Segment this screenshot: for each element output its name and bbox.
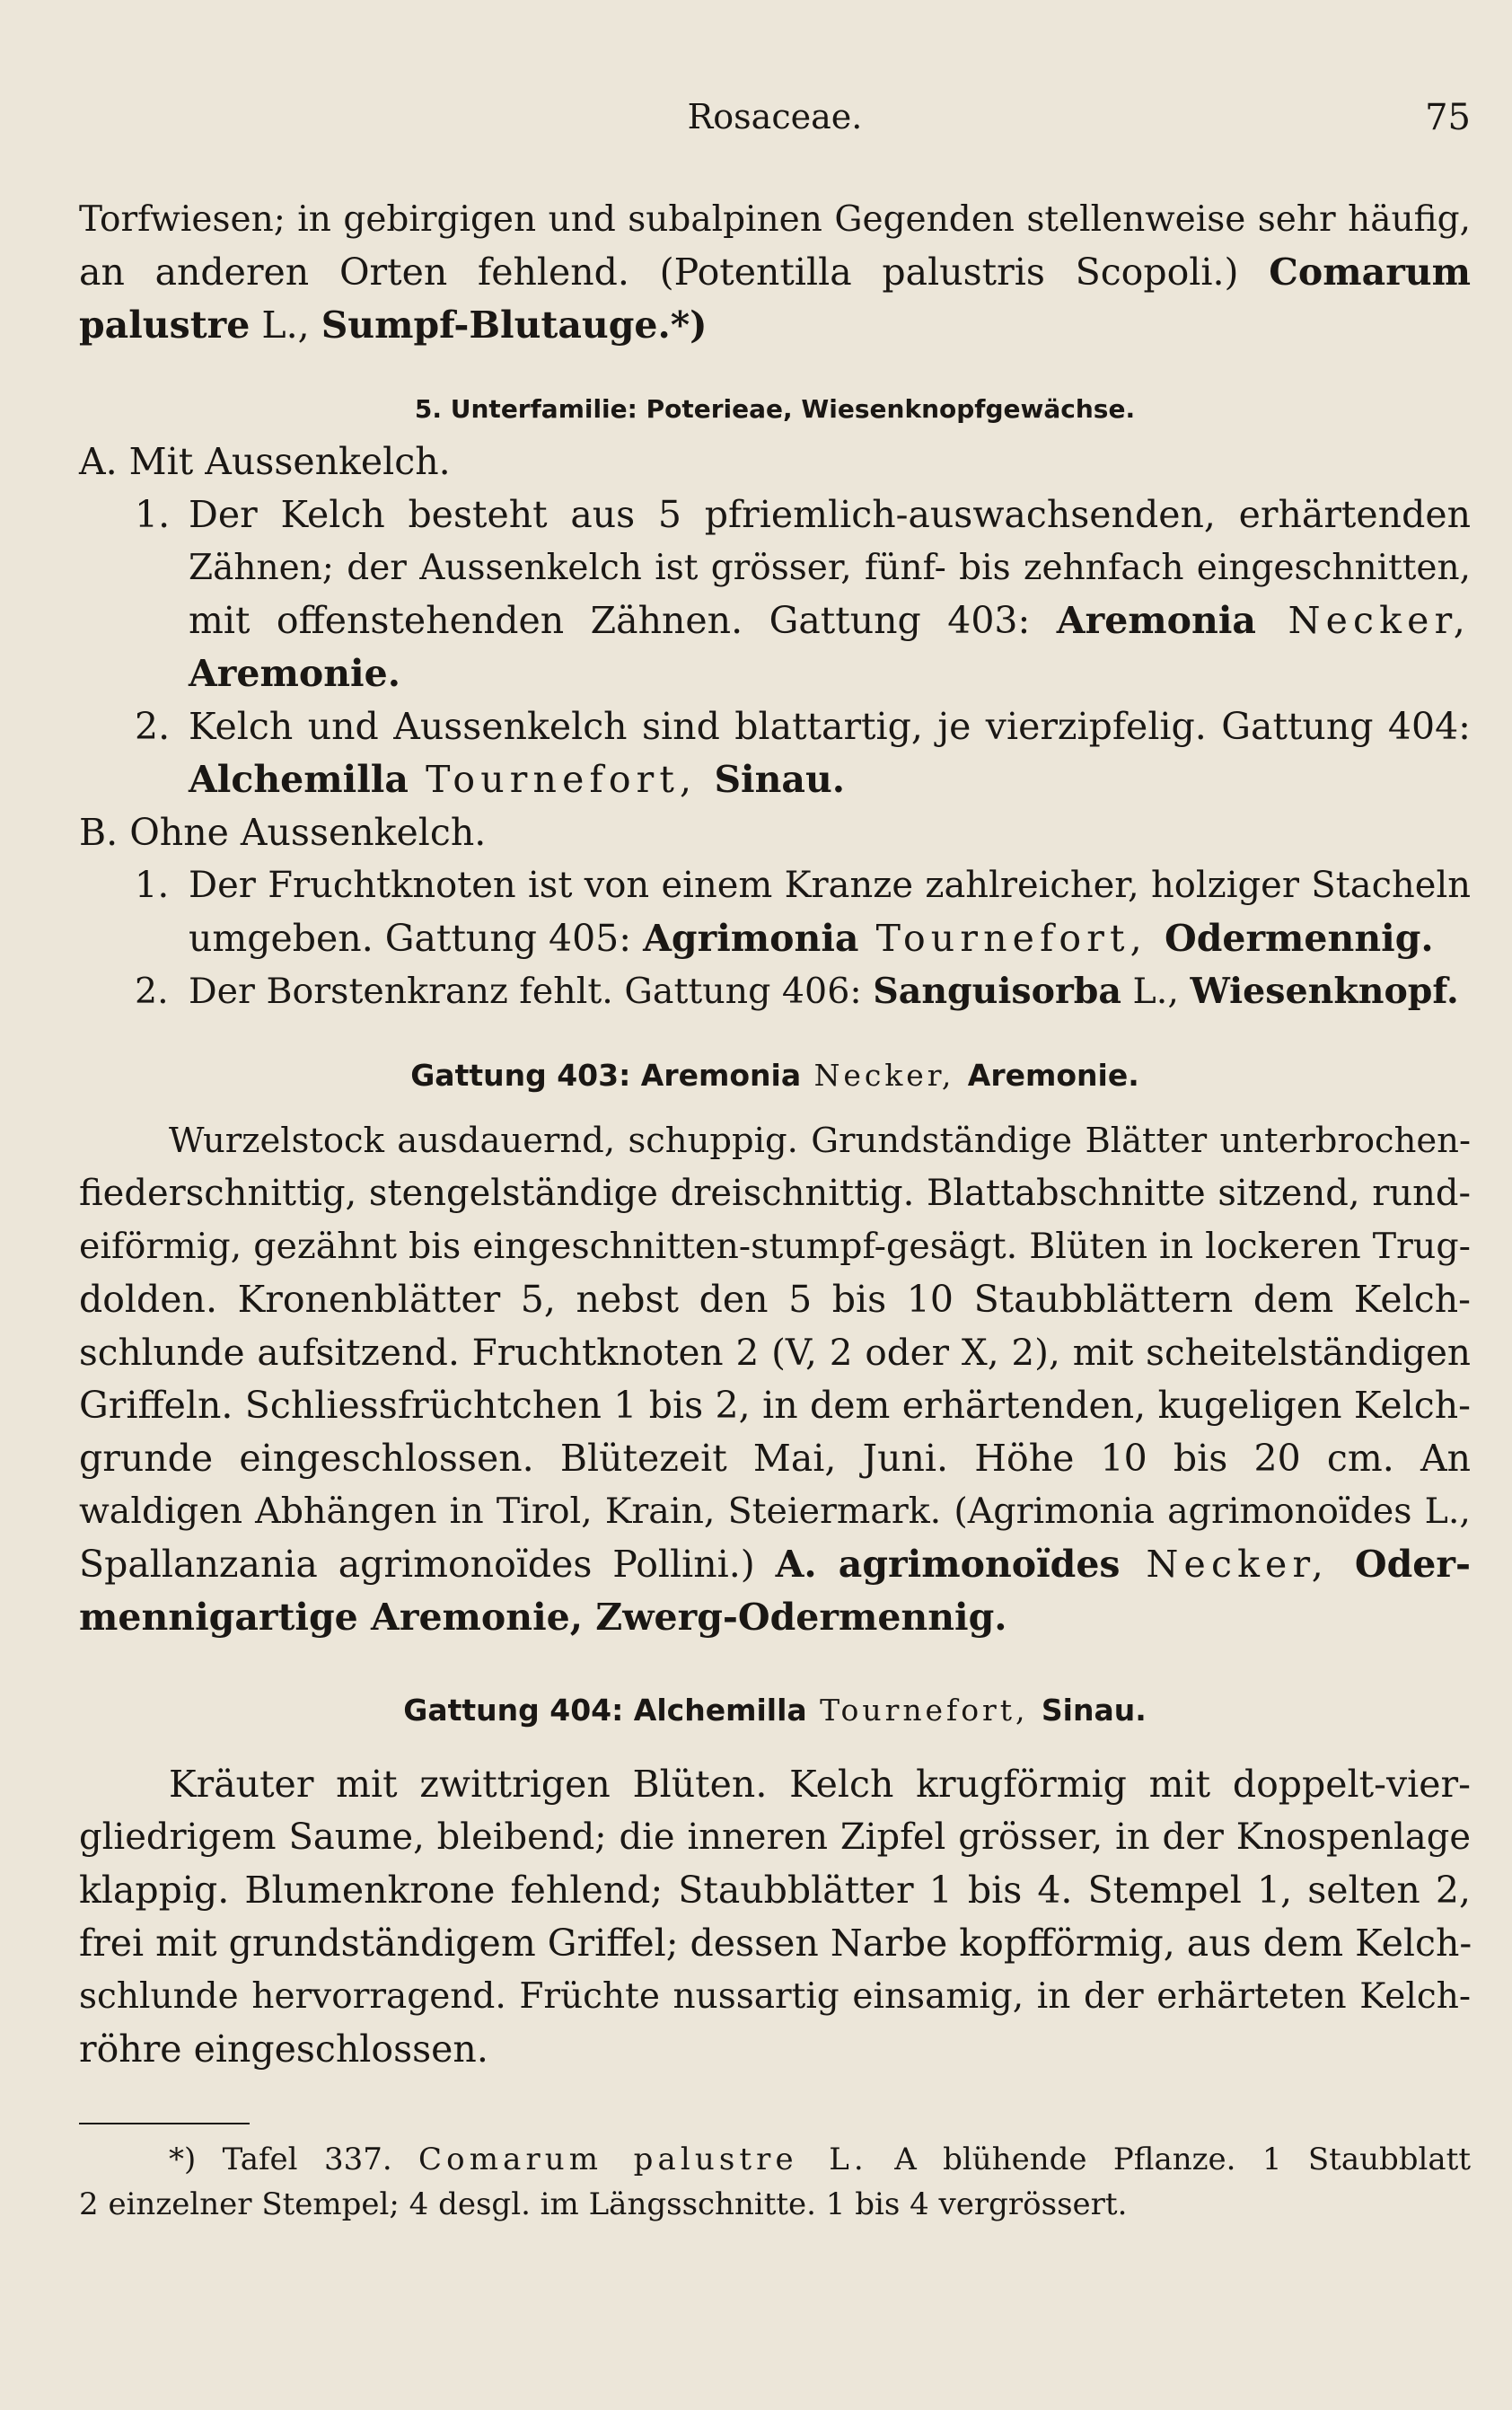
genus-403-text-line-6: Griffeln. Schliessfrüchtchen 1 bis 2, in dem erhärtenden, kugeligen Kelch- xyxy=(79,1384,1471,1427)
genus-404-text-line-3: klappig. Blumenkrone fehlend; Staubblätter 1 bis 4. Stempel 1, selten 2, xyxy=(79,1869,1471,1912)
key-B-label: B. Ohne Aussenkelch. xyxy=(79,811,487,854)
subfamily-heading: 5. Unterfamilie: Poterieae, Wiesenknopfgewächse. xyxy=(414,394,1136,424)
running-title: Rosaceae. xyxy=(687,97,863,136)
key-A1-line-4: Aremonie. xyxy=(189,652,400,695)
genus-404-text-line-4: frei mit grundständigem Griffel; dessen Narbe kopfförmig, aus dem Kelch- xyxy=(79,1922,1472,1965)
footnote-line-1: *) Tafel 337. Comarum palustre L. A blühende Pflanze. 1 Staubblatt xyxy=(169,2142,1471,2177)
genus-name-comarum: Comarum xyxy=(1269,251,1471,294)
genus-404-heading: Gattung 404: Alchemilla Tournefort, Sinau. xyxy=(403,1693,1147,1728)
key-A1-line-1: 1. Der Kelch besteht aus 5 pfriemlich-auswachsenden, erhärtenden xyxy=(135,493,1471,536)
genus-403-text-line-10: mennigartige Aremonie, Zwerg-Odermennig. xyxy=(79,1596,1007,1639)
genus-403-text-line-9: Spallanzania agrimonoïdes Pollini.) A. agrimonoïdes Necker, Oder- xyxy=(79,1543,1471,1586)
page-number: 75 xyxy=(1425,97,1471,138)
intro-line-3: palustre L., Sumpf-Blutauge.*) xyxy=(79,303,708,347)
key-A2-line-2: Alchemilla Tournefort, Sinau. xyxy=(189,758,846,801)
genus-403-text-line-2: fiederschnittig, stengelständige dreischnittig. Blattabschnitte sitzend, rund- xyxy=(79,1173,1471,1214)
key-A2-line-1: 2. Kelch und Aussenkelch sind blattartig, je vierzipfelig. Gattung 404: xyxy=(135,705,1471,748)
key-B2-line-1: 2. Der Borstenkranz fehlt. Gattung 406: Sanguisorba L., Wiesenknopf. xyxy=(135,971,1459,1012)
intro-line-1: Torfwiesen; in gebirgigen und subalpinen Gegenden stellenweise sehr häufig, xyxy=(79,199,1471,240)
page-header xyxy=(79,97,1471,151)
key-B1-line-2: umgeben. Gattung 405: Agrimonia Tournefort, Odermennig. xyxy=(189,917,1434,960)
genus-403-text-line-4: dolden. Kronenblätter 5, nebst den 5 bis 10 Staubblättern dem Kelch- xyxy=(79,1278,1471,1321)
genus-404-text-line-2: gliedrigem Saume, bleibend; die inneren Zipfel grösser, in der Knospenlage xyxy=(79,1816,1471,1858)
key-B1-line-1: 1. Der Fruchtknoten ist von einem Kranze zahlreicher, holziger Stacheln xyxy=(135,865,1471,906)
genus-404-text-line-5: schlunde hervorragend. Früchte nussartig einsamig, in der erhärteten Kelch- xyxy=(79,1976,1471,2017)
page-body xyxy=(79,193,1471,2227)
key-A-label: A. Mit Aussenkelch. xyxy=(79,440,451,483)
genus-404-text-line-6: röhre eingeschlossen. xyxy=(79,2027,488,2071)
genus-403-text-line-1: Wurzelstock ausdauernd, schuppig. Grundständige Blätter unterbrochen- xyxy=(169,1121,1471,1161)
intro-line-2: an anderen Orten fehlend. (Potentilla palustris Scopoli.) Comarum xyxy=(79,251,1471,294)
genus-404-text-line-1: Kräuter mit zwittrigen Blüten. Kelch krugförmig mit doppelt-vier- xyxy=(169,1763,1471,1806)
genus-403-text-line-3: eiförmig, gezähnt bis eingeschnitten-stumpf-gesägt. Blüten in lockeren Trug- xyxy=(79,1226,1471,1267)
genus-403-heading: Gattung 403: Aremonia Necker, Aremonie. xyxy=(410,1058,1139,1093)
key-A1-line-3: mit offenstehenden Zähnen. Gattung 403: Aremonia Necker, xyxy=(189,599,1471,642)
footnote-line-2: 2 einzelner Stempel; 4 desgl. im Längsschnitte. 1 bis 4 vergrössert. xyxy=(79,2186,1128,2222)
genus-403-text-line-8: waldigen Abhängen in Tirol, Krain, Steiermark. (Agrimonia agrimonoïdes L., xyxy=(79,1491,1471,1532)
genus-403-text-line-7: grunde eingeschlossen. Blütezeit Mai, Juni. Höhe 10 bis 20 cm. An xyxy=(79,1437,1471,1480)
common-name-sumpf-blutauge: Sumpf-Blutauge.*) xyxy=(321,303,708,347)
key-A1-line-2: Zähnen; der Aussenkelch ist grösser, fünf- bis zehnfach eingeschnitten, xyxy=(189,548,1471,588)
genus-403-text-line-5: schlunde aufsitzend. Fruchtknoten 2 (V, 2 oder X, 2), mit scheitelständigen xyxy=(79,1331,1471,1374)
